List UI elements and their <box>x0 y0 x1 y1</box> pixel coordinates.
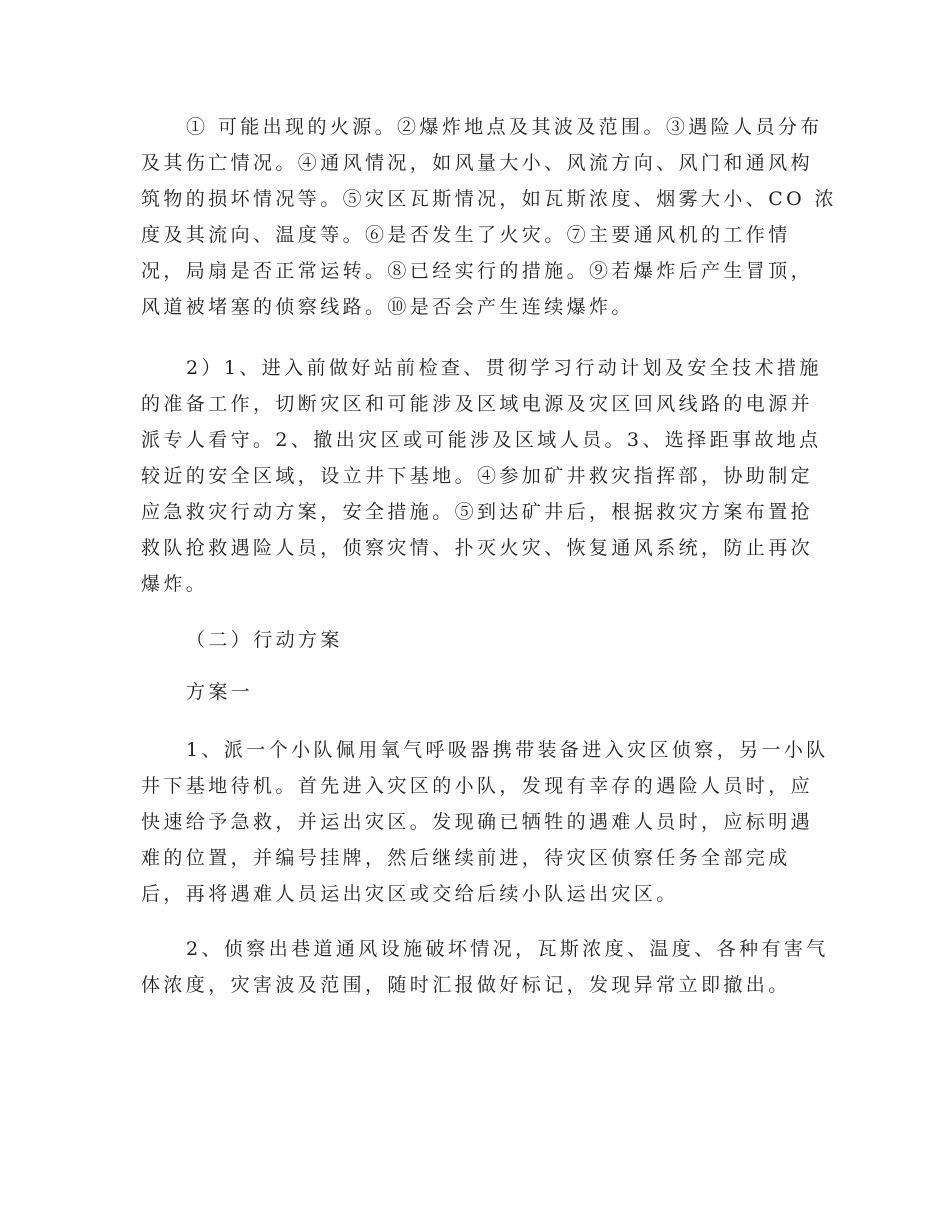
paragraph-2-line-5: 应急救灾行动方案，安全措施。⑤到达矿井后，根据救灾方案布置抢 <box>141 501 814 523</box>
paragraph-1-line-2: 及其伤亡情况。④通风情况，如风量大小、风流方向、风门和通风构 <box>141 152 814 174</box>
paragraph-2-line-7: 爆炸。 <box>141 573 209 595</box>
paragraph-4-line-2: 体浓度，灾害波及范围，随时汇报做好标记，发现异常立即撤出。 <box>141 974 791 996</box>
paragraph-2-line-2: 的准备工作，切断灾区和可能涉及区域电源及灾区回风线路的电源并 <box>141 393 814 415</box>
paragraph-3-line-4: 难的位置，并编号挂牌，然后继续前进，待灾区侦察任务全部完成 <box>141 847 791 869</box>
paragraph-1-line-3: 筑物的损坏情况等。⑤灾区瓦斯情况，如瓦斯浓度、烟雾大小、CO 浓 <box>141 188 837 210</box>
paragraph-4-line-1: 2、侦察出巷道通风设施破坏情况，瓦斯浓度、温度、各种有害气 <box>186 938 829 960</box>
paragraph-2-line-1: 2）1、进入前做好站前检查、贯彻学习行动计划及安全技术措施 <box>186 357 822 379</box>
paragraph-3-line-3: 快速给予急救，并运出灾区。发现确已牺牲的遇难人员时，应标明遇 <box>141 811 814 833</box>
paragraph-3-line-2: 井下基地待机。首先进入灾区的小队，发现有幸存的遇险人员时，应 <box>141 775 814 797</box>
paragraph-2-line-6: 救队抢救遇险人员，侦察灾情、扑灭火灾、恢复通风系统，防止再次 <box>141 537 814 559</box>
paragraph-3-line-5: 后，再将遇难人员运出灾区或交给后续小队运出灾区。 <box>141 883 679 905</box>
paragraph-1-line-4: 度及其流向、温度等。⑥是否发生了火灾。⑦主要通风机的工作情 <box>141 224 791 246</box>
paragraph-2-line-4: 较近的安全区域，设立井下基地。④参加矿井救灾指挥部，协助制定 <box>141 465 814 487</box>
paragraph-1-line-5: 况，局扇是否正常运转。⑧已经实行的措施。⑨若爆炸后产生冒顶， <box>141 260 814 282</box>
paragraph-3-line-1: 1、派一个小队佩用氧气呼吸器携带装备进入灾区侦察，另一小队 <box>186 739 829 761</box>
paragraph-2-line-3: 派专人看守。2、撤出灾区或可能涉及区域人员。3、选择距事故地点 <box>141 429 822 451</box>
paragraph-1-line-1: ① 可能出现的火源。②爆炸地点及其波及范围。③遇险人员分布 <box>186 116 823 138</box>
section-heading-action-plan: （二）行动方案 <box>186 629 343 651</box>
paragraph-1-line-6: 风道被堵塞的侦察线路。⑩是否会产生连续爆炸。 <box>141 296 634 318</box>
subheading-plan-one: 方案一 <box>186 681 254 703</box>
